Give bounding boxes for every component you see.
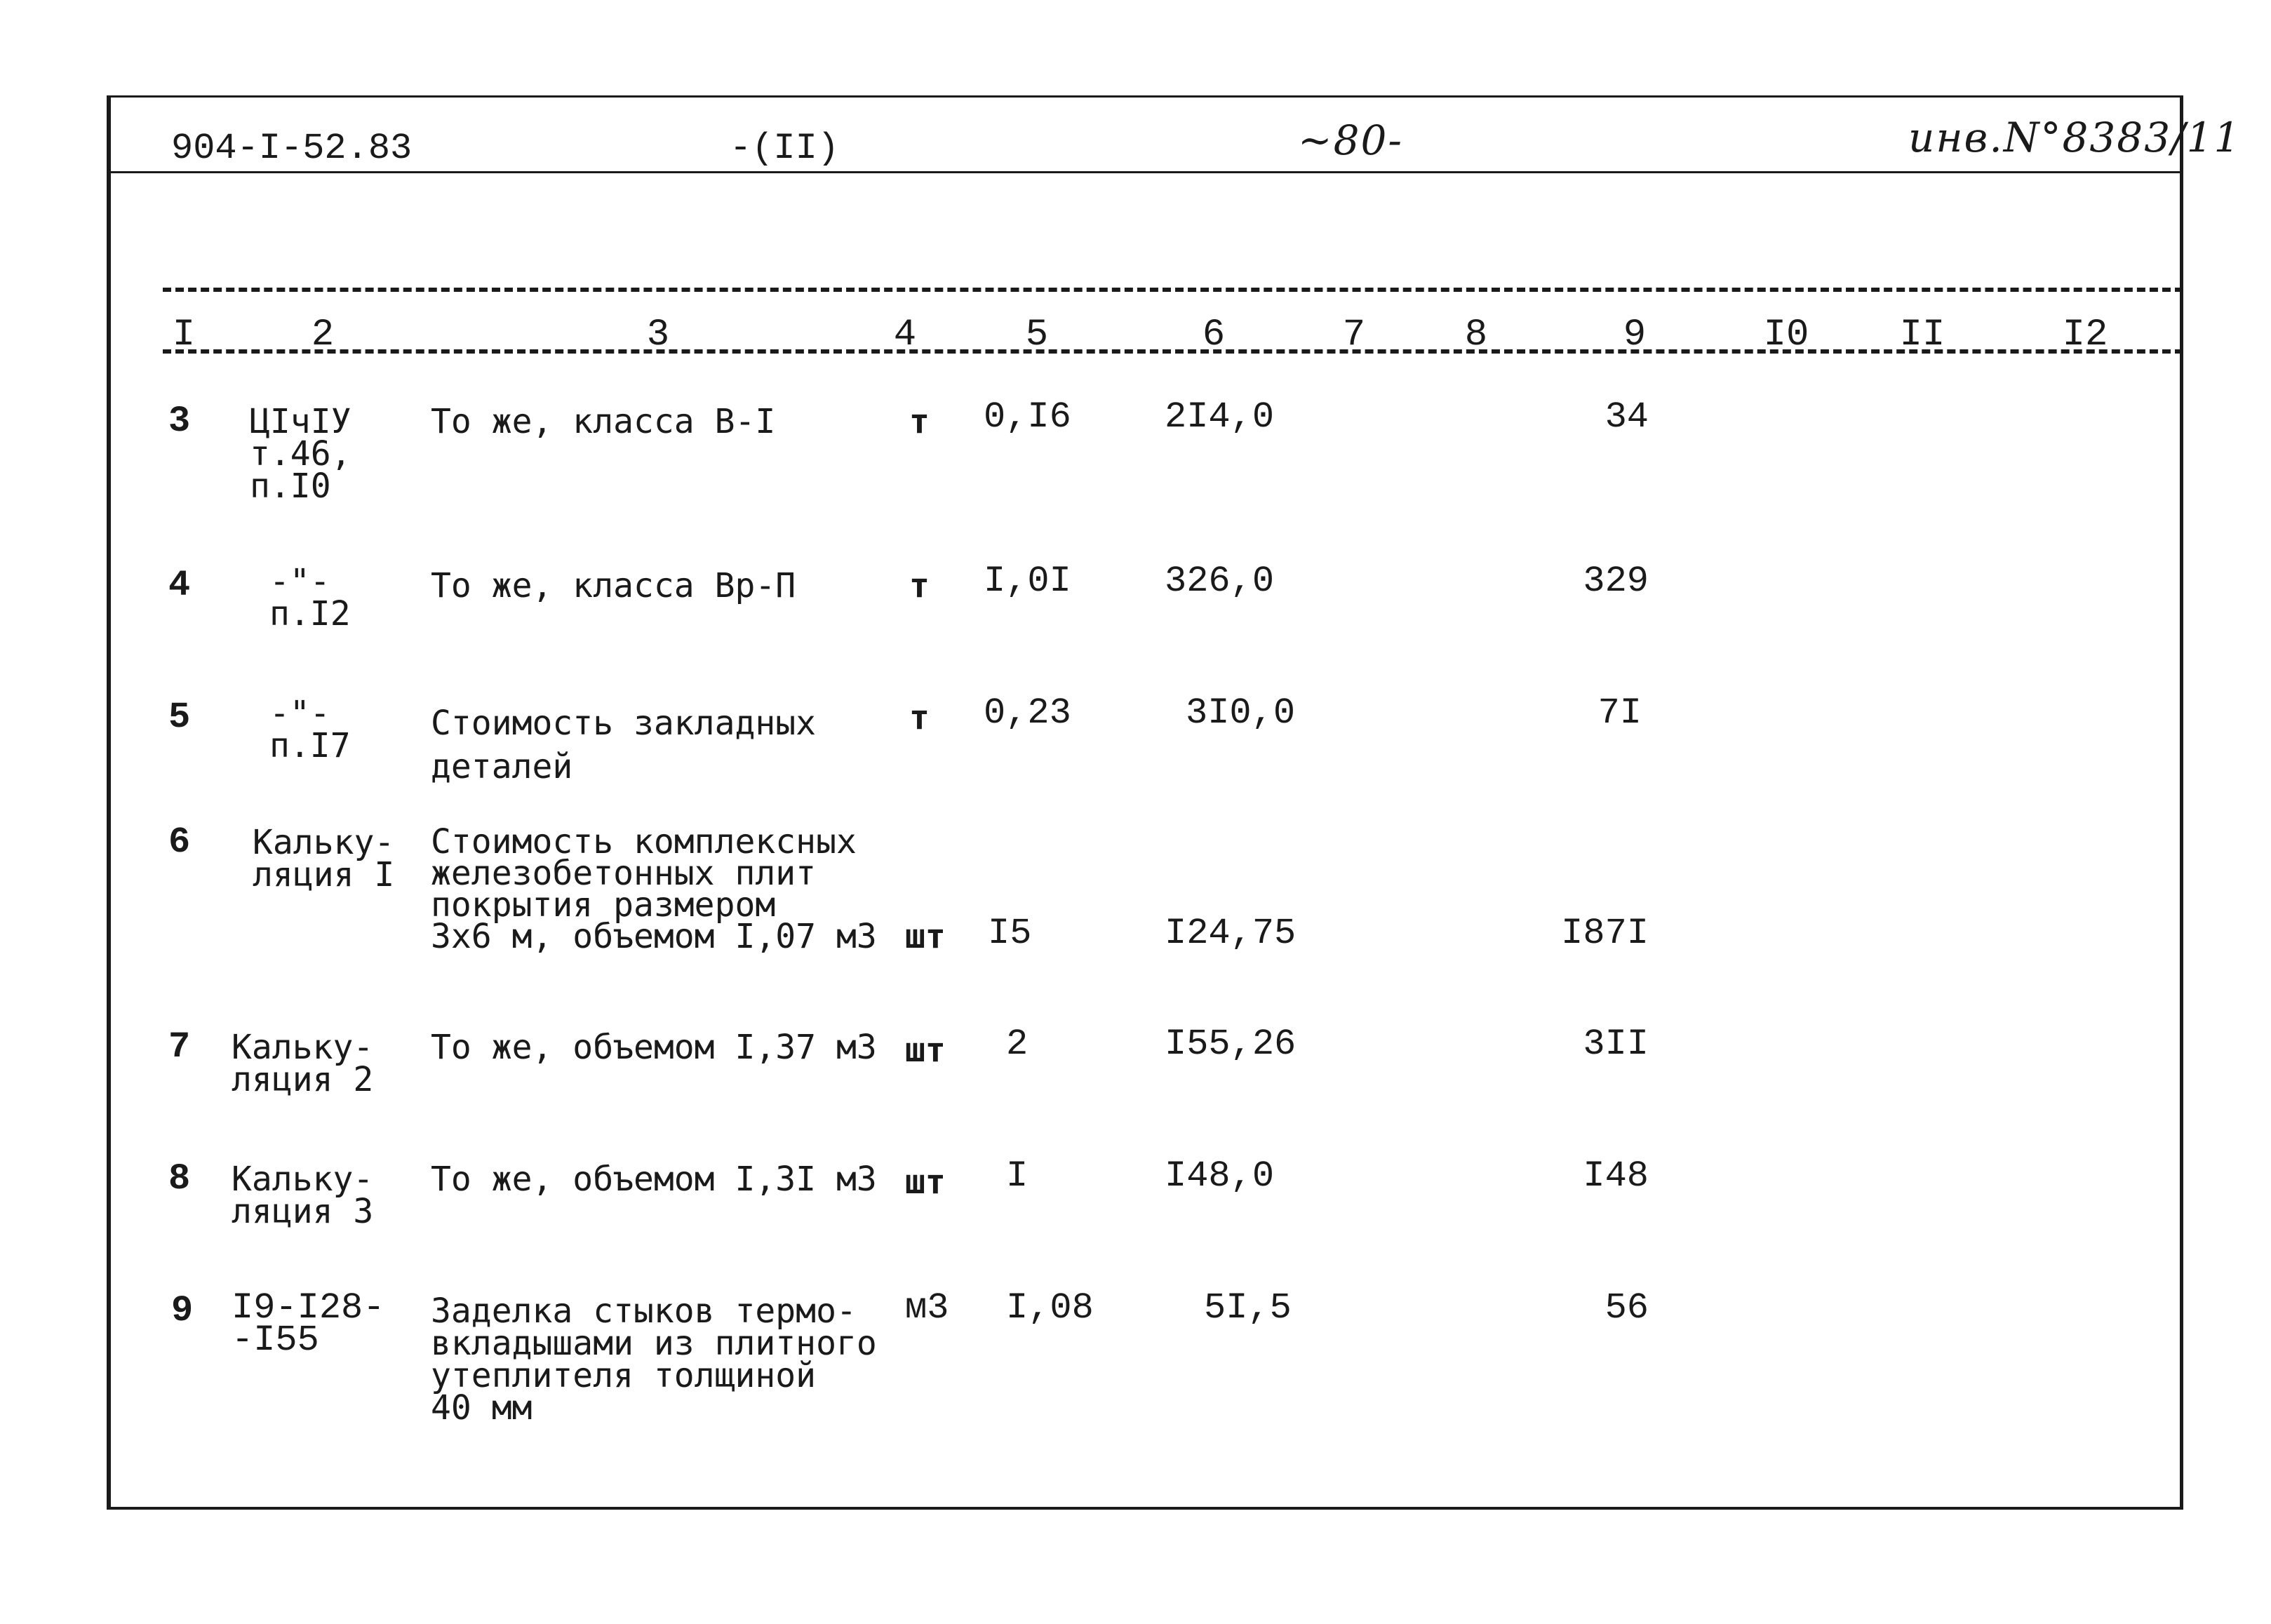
row-total: 3II xyxy=(1583,1024,1649,1065)
row-unit-price: I55,26 xyxy=(1165,1024,1297,1065)
page-number: ~80- xyxy=(1298,116,1403,164)
column-number: I2 xyxy=(2062,314,2108,356)
column-number: 3 xyxy=(646,314,670,356)
row-total: I48 xyxy=(1583,1155,1649,1197)
row-unit: т xyxy=(909,566,930,605)
column-number: 5 xyxy=(1025,314,1049,356)
column-number: 2 xyxy=(311,314,335,356)
row-description: То же, объемом I,3I м3 xyxy=(431,1160,877,1199)
row-total: I87I xyxy=(1561,913,1649,954)
row-quantity: I xyxy=(1006,1155,1029,1197)
row-unit: т xyxy=(909,402,930,441)
row-number: 4 xyxy=(168,565,191,606)
column-number: II xyxy=(1899,314,1945,356)
row-total: 56 xyxy=(1605,1287,1649,1329)
row-number: 9 xyxy=(171,1290,194,1331)
row-quantity: 0,I6 xyxy=(984,396,1071,438)
row-reference: -"- п.I7 xyxy=(269,694,351,765)
row-unit-price: 2I4,0 xyxy=(1165,396,1275,438)
row-description: Заделка стыков термо- вкладышами из плитного утеплителя толщиной 40 мм xyxy=(431,1291,877,1428)
row-unit: шт xyxy=(905,1031,946,1070)
column-number: I xyxy=(172,314,196,356)
row-total: 34 xyxy=(1605,396,1649,438)
header-rule xyxy=(107,171,2183,173)
row-reference: Кальку- ляция 3 xyxy=(232,1160,374,1231)
row-reference: Кальку- ляция 2 xyxy=(232,1028,374,1099)
row-number: 5 xyxy=(168,697,191,738)
column-number: 8 xyxy=(1464,314,1488,356)
column-number: 4 xyxy=(893,314,917,356)
row-unit: м3 xyxy=(905,1287,949,1329)
row-unit: шт xyxy=(905,1162,946,1202)
column-number: 6 xyxy=(1202,314,1226,356)
row-description: Стоимость комплексных железобетонных плит покрытия размером 3х6 м, объемом I,07 м3 xyxy=(431,822,877,956)
row-description: То же, класса Вр-П xyxy=(431,566,796,605)
row-unit: шт xyxy=(905,917,946,956)
row-quantity: 0,23 xyxy=(984,692,1071,734)
row-quantity: I,0I xyxy=(984,561,1071,602)
row-description: Стоимость закладных деталей xyxy=(431,704,817,786)
row-number: 3 xyxy=(168,401,191,442)
row-reference: ЦIчIУ т.46, п.I0 xyxy=(250,402,351,506)
row-quantity: 2 xyxy=(1006,1024,1029,1065)
row-quantity: I5 xyxy=(988,913,1032,954)
row-description: То же, класса В-I xyxy=(431,402,776,441)
column-number: 9 xyxy=(1623,314,1647,356)
column-header-top-rule xyxy=(163,288,2183,292)
row-unit-price: I48,0 xyxy=(1165,1155,1275,1197)
column-number: 7 xyxy=(1342,314,1366,356)
row-total: 7I xyxy=(1597,692,1642,734)
section-number: -(II) xyxy=(730,128,840,169)
row-unit-price: 3I0,0 xyxy=(1186,692,1296,734)
row-number: 8 xyxy=(168,1158,191,1200)
row-description: То же, объемом I,37 м3 xyxy=(431,1028,877,1067)
inventory-number: инв.N°8383/11 xyxy=(1908,114,2242,161)
sheet-frame xyxy=(107,95,2183,1510)
row-unit-price: 5I,5 xyxy=(1204,1287,1292,1329)
row-number: 6 xyxy=(168,821,191,863)
row-reference: -"- п.I2 xyxy=(269,562,351,633)
row-unit-price: I24,75 xyxy=(1165,913,1297,954)
row-total: 329 xyxy=(1583,561,1649,602)
row-unit: т xyxy=(909,698,930,737)
row-number: 7 xyxy=(168,1026,191,1068)
row-quantity: I,08 xyxy=(1006,1287,1094,1329)
column-number: I0 xyxy=(1763,314,1809,356)
row-reference: I9-I28- -I55 xyxy=(232,1287,385,1361)
row-unit-price: 326,0 xyxy=(1165,561,1275,602)
doc-code: 904-I-52.83 xyxy=(171,128,413,169)
row-reference: Кальку- ляция I xyxy=(253,823,395,894)
column-header-bottom-rule xyxy=(163,349,2183,354)
